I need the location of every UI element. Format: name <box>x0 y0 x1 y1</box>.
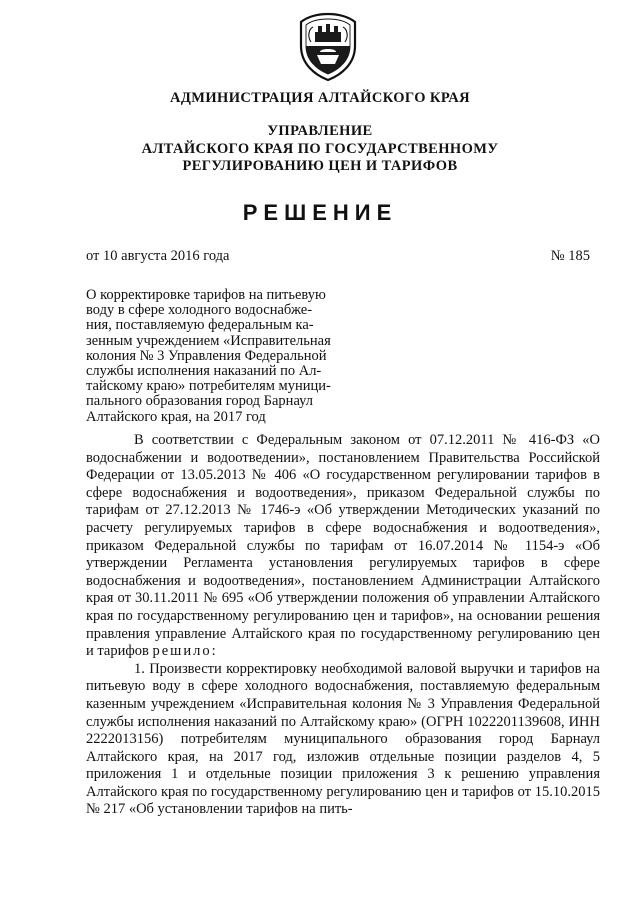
document-body <box>86 432 600 819</box>
coat-of-arms-icon <box>293 12 363 82</box>
department-line: АЛТАЙСКОГО КРАЯ ПО ГОСУДАРСТВЕННОМУ <box>141 140 499 157</box>
document-number: № 185 <box>550 248 590 264</box>
organization-name: АДМИНИСТРАЦИЯ АЛТАЙСКОГО КРАЯ <box>170 90 470 106</box>
clause-paragraph: 1. Произвести корректировку необходимой валовой выручки и тарифов на питьевую воду в сфере холодного водоснабжения, поставляемую федеральным казенным учреждением «Исправительная колония № 3 Управления Федеральной службы исполнения наказаний по Алтайскому краю» (ОГРН 1022201139608, ИНН 2222013156) потребителям муниципального образования город Барнаул Алтайского края, на 2017 год, изложив отдельные позиции разделов 4, 5 приложения 1 и отдельные позиции приложения 3 к решению управления Алтайского края по государственному регулированию цен и тарифов от 15.10.2015 № 217 «Об установлении тарифов на пить- <box>86 660 600 818</box>
document-title: РЕШЕНИЕ <box>242 200 398 225</box>
department-line: УПРАВЛЕНИЕ <box>267 123 373 139</box>
document-subject: О корректировке тарифов на питьевую воду в сфере холодного водоснабже- ния, поставляемую федеральным ка- зенным учреждением «Исправительная колония № 3 Управления Федеральной службы исполнения наказаний по Ал- тайскому краю» потребителям муници- пального образования город Барнаул Алтайского края, на 2017 год <box>86 287 331 425</box>
preamble-text: В соответствии с Федеральным законом от 07.12.2011 № 416-ФЗ «О водоснабжении и водоотведении», постановлением Правительства Российской Федерации от 13.05.2013 № 406 «О государственном регулировании тарифов в сфере водоснабжения и водоотведения», приказом Федеральной службы по тарифам от 27.12.2013 № 1746-э «Об утверждении Методических указаний по расчету регулируемых тарифов в сфере водоснабжения и водоотведения», приказом Федеральной службы по тарифам от 16.07.2014 № 1154-э «Об утверждении Регламента установления регулируемых тарифов в сфере водоснабжения и водоотведения», постановлением Администрации Алтайского края от 30.11.2011 № 695 «Об утверждении положения об управлении Алтайского края по государственному регулированию цен и тарифов», на основании решения правления управление Алтайского края по государственному регулированию цен и тарифов <box>86 432 600 660</box>
preamble-paragraph <box>86 432 600 661</box>
document-date: от 10 августа 2016 года <box>86 248 230 264</box>
resolution-keyword: решило: <box>152 643 218 660</box>
department-name <box>0 123 640 176</box>
department-line: РЕГУЛИРОВАНИЮ ЦЕН И ТАРИФОВ <box>182 158 458 174</box>
